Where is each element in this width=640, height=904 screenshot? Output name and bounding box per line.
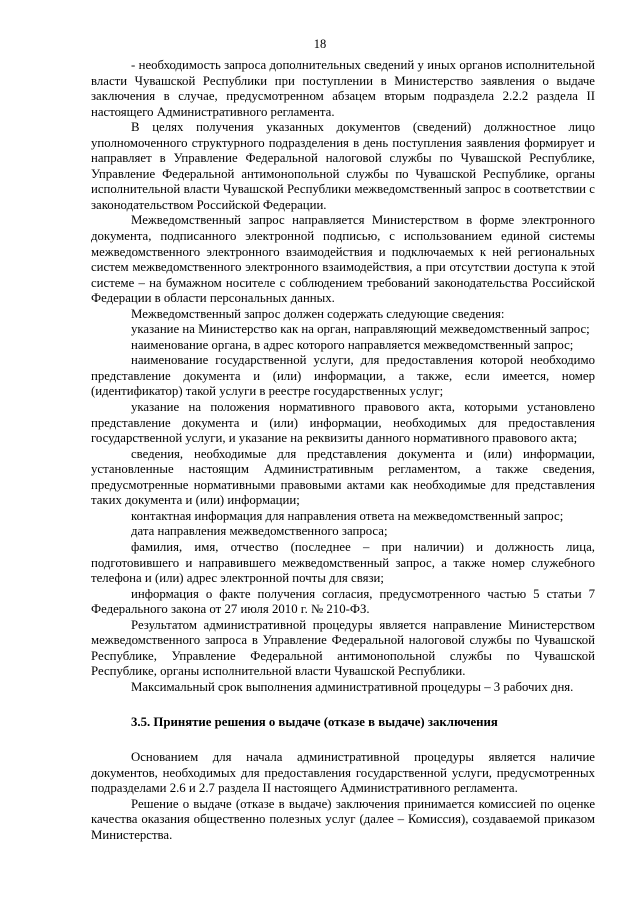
section-heading: 3.5. Принятие решения о выдаче (отказе в выдаче) заключения [131, 715, 498, 730]
paragraph: В целях получения указанных документов (сведений) должностное лицо уполномоченного структурного подразделения в день поступления заявления формирует и направляет в Управление Федеральной налоговой службы по Чувашской Республике, Управление Федеральной антимонопольной службы по Чувашской Республике, органы исполнительной власти Чувашской Республики межведомственный запрос в соответствии с законодательством Российской Федерации. [91, 120, 595, 212]
paragraph: Межведомственный запрос должен содержать следующие сведения: [131, 306, 505, 321]
paragraph: Основанием для начала административной процедуры является наличие документов, необходимых для предоставления государственной услуги, предусмотренных подразделами 2.6 и 2.7 раздела II настоящего Административного регламента. [91, 749, 595, 796]
page-number: 18 [313, 37, 327, 51]
list-paragraph: указание на Министерство как на орган, направляющий межведомственный запрос; [131, 322, 590, 337]
paragraph: Результатом административной процедуры является направление Министерством межведомственного запроса в Управление Федеральной налоговой службы по Чувашской Республике, Управление Федеральной антимонопольной службы по Чувашской Республике, органы исполнительной власти Чувашской Республики. [91, 617, 595, 679]
list-paragraph: информация о факте получения согласия, предусмотренного частью 5 статьи 7 Федерального закона от 27 июля 2010 г. № 210-ФЗ. [91, 586, 595, 617]
spacer [91, 731, 595, 750]
list-paragraph: наименование государственной услуги, для предоставления которой необходимо представление документа и (или) информации, а также, если имеется, номер (идентификатор) такой услуги в реестре государственных услуг; [91, 353, 595, 399]
list-paragraph: дата направления межведомственного запроса; [131, 524, 388, 539]
spacer [91, 695, 595, 715]
list-paragraph: сведения, необходимые для представления документа и (или) информации, установленные настоящим Административным регламентом, а также сведения, предусмотренные нормативными правовыми актами как необходимые для представления таких документа и (или) информации; [91, 446, 595, 508]
list-paragraph: контактная информация для направления ответа на межведомственный запрос; [131, 508, 564, 523]
list-paragraph: фамилия, имя, отчество (последнее – при наличии) и должность лица, подготовившего и направившего межведомственный запрос, а также номер служебного телефона и (или) адрес электронной почты для связи; [91, 539, 595, 586]
paragraph: Решение о выдаче (отказе в выдаче) заключения принимается комиссией по оценке качества оказания общественно полезных услуг (далее – Комиссия), создаваемой приказом Министерства. [91, 796, 595, 842]
paragraph: - необходимость запроса дополнительных сведений у иных органов исполнительной власти Чувашской Республики при поступлении в Министерство заявления о выдаче заключения в случае, предусмотренном абзацем вторым подраздела 2.2.2 раздела II настоящего Административного регламента. [91, 58, 595, 119]
list-paragraph: указание на положения нормативного правового акта, которыми установлено представление документа и (или) информации, необходимых для предоставления государственной услуги, и указание на реквизиты данного нормативного правового акта; [91, 400, 595, 446]
list-paragraph: наименование органа, в адрес которого направляется межведомственный запрос; [131, 337, 574, 352]
paragraph: Межведомственный запрос направляется Министерством в форме электронного документа, подписанного электронной подписью, с использованием единой системы межведомственного электронного взаимодействия и подключаемых к ней региональных систем межведомственного электронного взаимодействия, а при отсутствии доступа к этой системе – на бумажном носителе с соблюдением требований законодательства Российской Федерации в области персональных данных. [91, 213, 595, 306]
paragraph: Максимальный срок выполнения административной процедуры – 3 рабочих дня. [131, 679, 574, 694]
page-body [91, 58, 595, 843]
